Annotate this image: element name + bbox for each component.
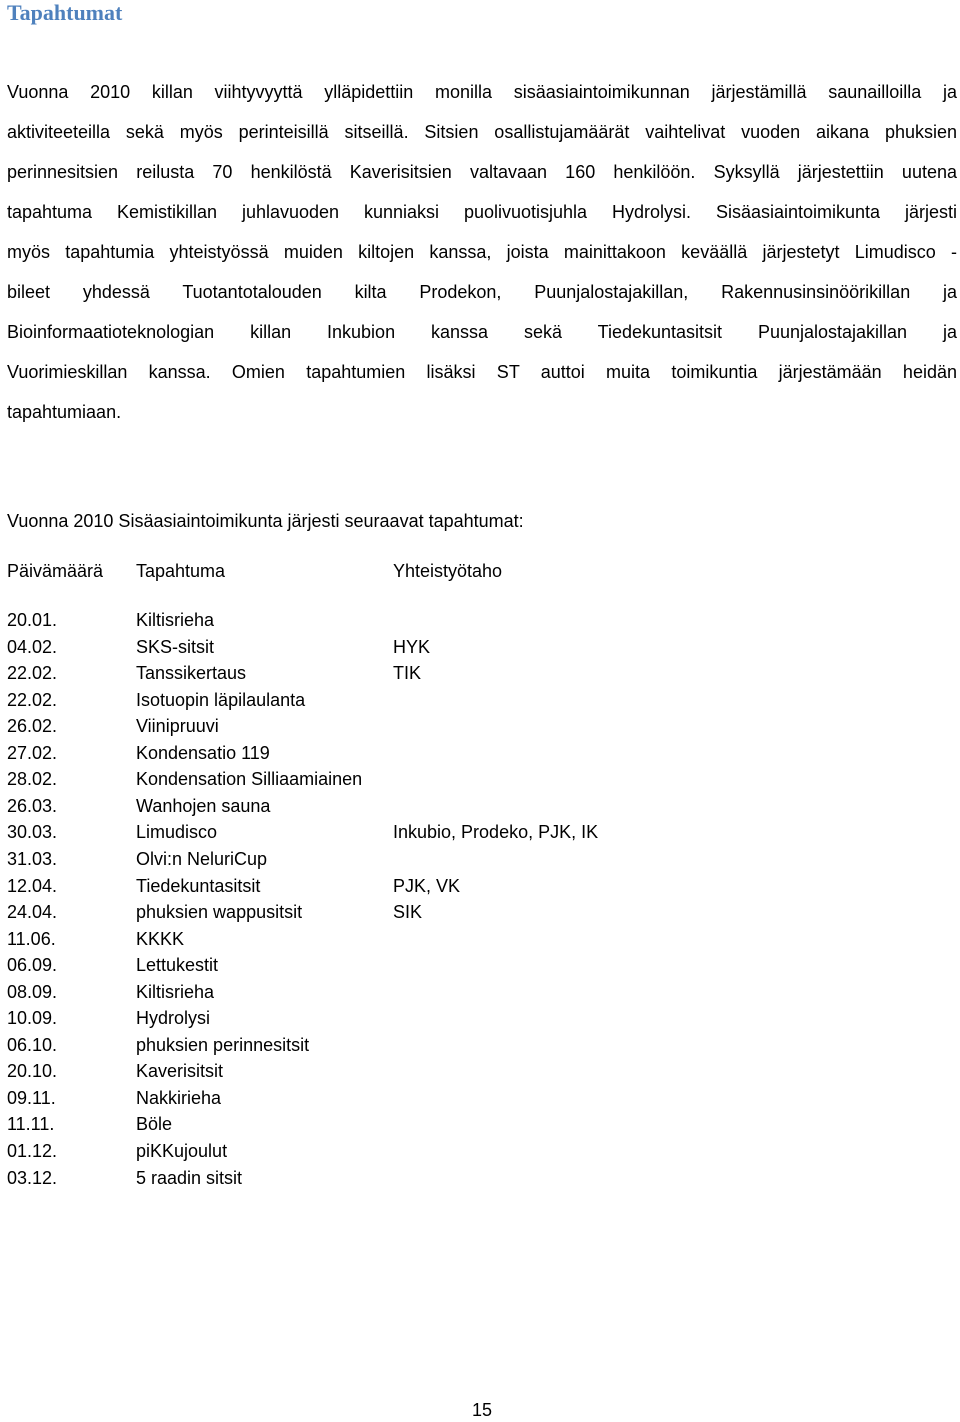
- table-row: [0, 660, 960, 687]
- table-row: [0, 713, 960, 740]
- event-name: Lettukestit: [136, 955, 219, 976]
- event-name: SKS-sitsit: [136, 636, 215, 657]
- table-row: [0, 899, 960, 926]
- event-name: Kondensation Silliaamiainen: [136, 769, 363, 790]
- event-date: 22.02.: [7, 663, 58, 684]
- paragraph-line: bileet yhdessä Tuotantotalouden kilta Prodekon, Puunjalostajakillan, Rakennusinsinöörikillan ja: [7, 282, 957, 302]
- event-name: Wanhojen sauna: [136, 795, 271, 816]
- event-name: Böle: [136, 1114, 173, 1135]
- event-date: 12.04.: [7, 875, 58, 896]
- event-date: 11.06.: [7, 928, 56, 949]
- event-name: KKKK: [136, 928, 185, 949]
- paragraph-line: myös tapahtumia yhteistyössä muiden kiltojen kanssa, joista mainittakoon keväällä järjestetyt Limudisco -: [7, 242, 957, 262]
- event-date: 27.02.: [7, 742, 58, 763]
- table-row: [0, 740, 960, 767]
- events-intro: Vuonna 2010 Sisäasiaintoimikunta järjesti seuraavat tapahtumat:: [7, 511, 524, 531]
- column-header-partner: Yhteistyötaho: [393, 561, 503, 581]
- event-date: 28.02.: [7, 769, 58, 790]
- table-row: [0, 926, 960, 953]
- table-row: [0, 1005, 960, 1032]
- event-date: 08.09.: [7, 981, 58, 1002]
- event-name: Hydrolysi: [136, 1008, 211, 1029]
- table-row: [0, 873, 960, 900]
- event-date: 20.01.: [7, 610, 58, 630]
- event-name: Tanssikertaus: [136, 663, 247, 684]
- paragraph-line: Vuonna 2010 killan viihtyvyyttä ylläpidettiin monilla sisäasiaintoimikunnan järjestämillä saunailloilla ja: [7, 82, 957, 102]
- event-partner: TIK: [393, 663, 422, 684]
- paragraph-line: Bioinformaatioteknologian killan Inkubion kanssa sekä Tiedekuntasitsit Puunjalostajakillan ja: [7, 322, 957, 342]
- page-heading: Tapahtumat: [7, 0, 123, 25]
- table-row: [0, 1058, 960, 1085]
- event-date: 24.04.: [7, 902, 58, 923]
- event-name: Kondensatio 119: [136, 742, 270, 763]
- table-row: [0, 952, 960, 979]
- event-name: Kiltisrieha: [136, 981, 215, 1002]
- table-row: [0, 1165, 960, 1192]
- table-row: [0, 1032, 960, 1059]
- table-row: [0, 607, 960, 634]
- body-paragraph: [7, 72, 957, 432]
- table-row: [0, 1111, 960, 1138]
- table-row: [0, 793, 960, 820]
- event-name: 5 raadin sitsit: [136, 1167, 243, 1188]
- event-date: 09.11.: [7, 1087, 56, 1108]
- event-date: 06.10.: [7, 1034, 58, 1055]
- table-row: [0, 819, 960, 846]
- paragraph-line: aktiviteeteilla sekä myös perinteisillä sitseillä. Sitsien osallistujamäärät vaihtelivat vuoden aikana phuksien: [7, 122, 957, 142]
- event-name: Limudisco: [136, 822, 218, 843]
- event-date: 26.02.: [7, 716, 58, 737]
- table-row: [0, 979, 960, 1006]
- table-row: [0, 1138, 960, 1165]
- column-header-date: Päivämäärä: [7, 561, 104, 581]
- event-date: 04.02.: [7, 636, 58, 657]
- event-name: Tiedekuntasitsit: [136, 875, 261, 896]
- table-row: [0, 634, 960, 661]
- event-name: Isotuopin läpilaulanta: [136, 689, 306, 710]
- event-date: 06.09.: [7, 955, 58, 976]
- paragraph-line: Vuorimieskillan kanssa. Omien tapahtumien lisäksi ST auttoi muita toimikuntia järjestämään heidän: [7, 362, 957, 382]
- event-name: phuksien wappusitsit: [136, 902, 303, 923]
- event-partner: SIK: [393, 902, 423, 923]
- event-name: Kaverisitsit: [136, 1061, 224, 1082]
- event-name: Viinipruuvi: [136, 716, 219, 737]
- table-row: [0, 687, 960, 714]
- paragraph-line: tapahtuma Kemistikillan juhlavuoden kunniaksi puolivuotisjuhla Hydrolysi. Sisäasiaintoimikunta järjesti: [7, 202, 957, 222]
- event-name: phuksien perinnesitsit: [136, 1034, 310, 1055]
- event-name: piKKujoulut: [136, 1141, 228, 1161]
- table-row: [0, 1085, 960, 1112]
- event-partner: PJK, VK: [393, 875, 461, 896]
- event-name: Olvi:n NeluriCup: [136, 848, 268, 869]
- table-row: [0, 846, 960, 873]
- event-name: Kiltisrieha: [136, 610, 215, 630]
- event-date: 10.09.: [7, 1008, 58, 1029]
- event-date: 11.11.: [7, 1114, 55, 1135]
- paragraph-line: perinnesitsien reilusta 70 henkilöstä Kaverisitsien valtavaan 160 henkilöön. Syksyllä järjestettiin uutena: [7, 162, 957, 182]
- event-date: 26.03.: [7, 795, 58, 816]
- event-date: 01.12.: [7, 1141, 58, 1161]
- event-date: 31.03.: [7, 848, 58, 869]
- event-name: Nakkirieha: [136, 1087, 222, 1108]
- event-date: 22.02.: [7, 689, 58, 710]
- table-row: [0, 766, 960, 793]
- page-number: 15: [472, 1400, 493, 1420]
- event-date: 20.10.: [7, 1061, 58, 1082]
- column-header-event: Tapahtuma: [136, 561, 226, 581]
- event-date: 03.12.: [7, 1167, 58, 1188]
- event-partner: HYK: [393, 636, 431, 657]
- event-date: 30.03.: [7, 822, 58, 843]
- event-partner: Inkubio, Prodeko, PJK, IK: [393, 822, 599, 843]
- paragraph-line: tapahtumiaan.: [7, 402, 122, 422]
